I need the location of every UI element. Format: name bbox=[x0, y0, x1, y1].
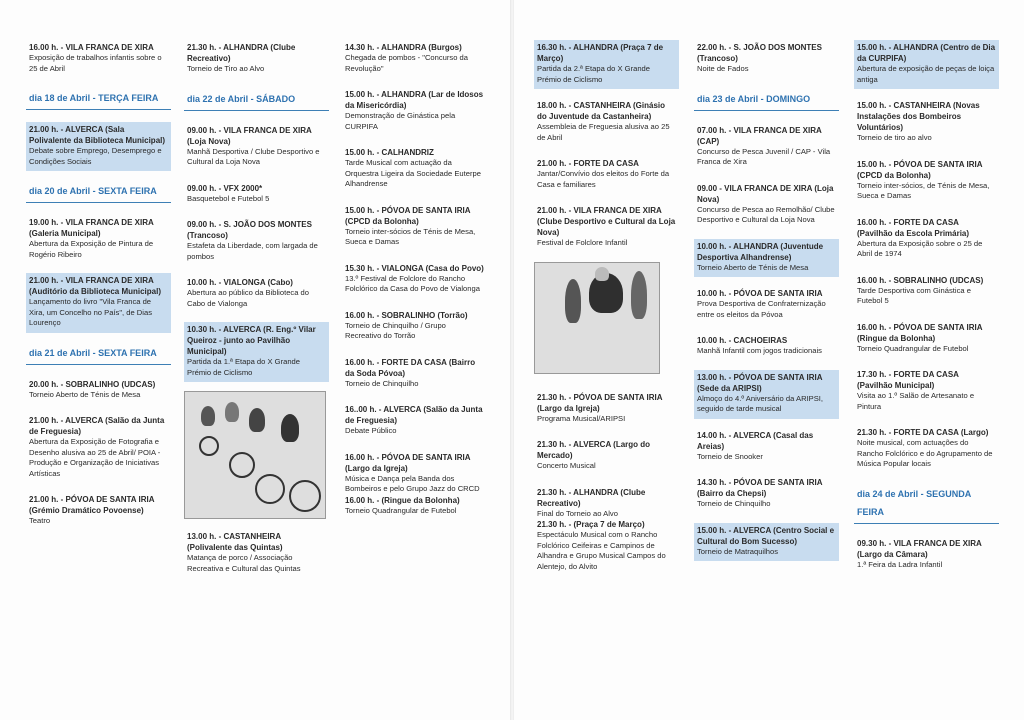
event-entry: 21.00 h. - FORTE DA CASA Jantar/Convívio dos eleitos do Forte da Casa e familiares bbox=[537, 159, 670, 189]
cycling-photo bbox=[184, 391, 326, 519]
event-entry: 16.00 h. - PÓVOA DE SANTA IRIA (Ringue da Bolonha) Torneio Quadrangular de Futebol bbox=[857, 322, 983, 353]
event-entry: 09.00 - VILA FRANCA DE XIRA (Loja Nova) Concurso de Pesca ao Remolhão/ Clube Desportivo e Cultural da Loja Nova bbox=[697, 183, 835, 224]
event-entry: 16.00 h. - PÓVOA DE SANTA IRIA (Largo da Igreja) Música e Dança pela Banda dos Bombeiros e pelo Grupo Jazz do CRCD 16.00 h. - (Ringue da Bolonha) Torneio Quadrangular de Futebol bbox=[345, 452, 480, 515]
event-entry: 13.00 h. - PÓVOA DE SANTA IRIA (Sede da ARIPSI) Almoço do 4.º Aniversário da ARIPSI, seguido de tarde musical bbox=[694, 370, 839, 419]
event-entry: 21.00 h. - PÓVOA DE SANTA IRIA (Grémio Dramático Povoense) Teatro bbox=[29, 495, 155, 525]
event-entry: 10.00 h. - PÓVOA DE SANTA IRIA Prova Desportiva de Confraternização entre os eleitos da Póvoa bbox=[697, 289, 826, 319]
event-entry: 16.00 h. - FORTE DA CASA (Bairro da Soda Póvoa) Torneio de Chinquilho bbox=[345, 357, 476, 388]
event-entry: 21.30 h. - ALHANDRA (Clube Recreativo) Final do Torneio ao Alvo 21.30 h. - (Praça 7 de Março) Espectáculo Musical com o Rancho Folclórico Ceifeiras e Campinos de Alhandra e Grupo Musical Campos do Alentejo, do Alvito bbox=[537, 487, 666, 571]
event-entry: 15.00 h. - ALHANDRA (Lar de Idosos da Misericórdia) Demonstração de Ginástica pela CURPIFA bbox=[345, 90, 484, 131]
event-entry: 18.00 h. - CASTANHEIRA (Ginásio do Juventude da Castanheira) Assembleia de Freguesia alusiva ao 25 de Abril bbox=[537, 101, 670, 142]
event-entry: 09.00 h. - S. JOÃO DOS MONTES (Trancoso) Estafeta da Liberdade, com largada de pombos bbox=[187, 220, 318, 261]
column-6 bbox=[854, 40, 999, 583]
event-entry: 21.00 h. - ALVERCA (Salão da Junta de Freguesia) Abertura da Exposição de Fotografia e Desenho alusiva ao 25 de Abril/ POIA - Produção e Organização de Iniciativas Artísticas bbox=[29, 416, 165, 478]
day-heading: dia 22 de Abril - SÁBADO bbox=[184, 88, 329, 111]
day-heading: dia 23 de Abril - DOMINGO bbox=[694, 88, 839, 111]
event-entry: 16.00 h. - VILA FRANCA DE XIRA Exposição de trabalhos infantis sobre o 25 de Abril bbox=[29, 43, 162, 73]
event-entry: 15.00 h. - PÓVOA DE SANTA IRIA (CPCD da Bolonha) Torneio inter-sócios, de Ténis de Mesa, Sueca e Damas bbox=[857, 159, 990, 200]
event-entry: 07.00 h. - VILA FRANCA DE XIRA (CAP) Concurso de Pesca Juvenil / CAP - Vila Franca de Xira bbox=[697, 125, 831, 166]
event-entry: 15.30 h. - VIALONGA (Casa do Povo) 13.º Festival de Folclore do Rancho Folclórico da Casa do Povo de Vialonga bbox=[345, 263, 484, 293]
event-entry: 10.30 h. - ALVERCA (R. Eng.º Vilar Queiroz - junto ao Pavilhão Municipal) Partida da 1.ª Etapa do X Grande Prémio de Ciclismo bbox=[184, 322, 329, 382]
event-entry: 21.00 h. - VILA FRANCA DE XIRA (Auditório da Biblioteca Municipal) Lançamento do livro "Vila Franca de Xira, um Concelho no País", de Dias Lourenço bbox=[26, 273, 171, 333]
event-entry: 15.00 h. - CASTANHEIRA (Novas Instalações dos Bombeiros Voluntários) Torneio de tiro ao alvo bbox=[857, 101, 980, 142]
event-entry: 21.30 h. - ALHANDRA (Clube Recreativo) Torneio de Tiro ao Alvo bbox=[187, 43, 296, 73]
event-entry: 20.00 h. - SOBRALINHO (UDCAS) Torneio Aberto de Ténis de Mesa bbox=[29, 379, 156, 399]
day-heading: dia 21 de Abril - SEXTA FEIRA bbox=[26, 342, 171, 365]
event-entry: 09.00 h. - VILA FRANCA DE XIRA (Loja Nova) Manhã Desportiva / Clube Desportivo e Cultural da Loja Nova bbox=[187, 125, 320, 166]
event-entry: 16.00 h. - FORTE DA CASA (Pavilhão da Escola Primária) Abertura da Exposição sobre o 25 de Abril de 1974 bbox=[857, 217, 983, 258]
event-entry: 21.30 h. - PÓVOA DE SANTA IRIA (Largo da Igreja) Programa Musical/ARIPSI bbox=[537, 392, 663, 423]
event-entry: 21.30 h. - FORTE DA CASA (Largo) Noite musical, com actuações do Rancho Folclórico e do Agrupamento de Música Popular locais bbox=[857, 428, 993, 468]
day-heading: dia 20 de Abril - SEXTA FEIRA bbox=[26, 180, 171, 203]
folk-dance-photo bbox=[534, 262, 660, 374]
day-heading: dia 24 de Abril - SEGUNDA FEIRA bbox=[854, 483, 999, 524]
event-entry: 14.30 h. - PÓVOA DE SANTA IRIA (Bairro da Chepsi) Torneio de Chinquilho bbox=[697, 478, 823, 508]
event-entry: 15.00 h. - ALVERCA (Centro Social e Cultural do Bom Sucesso) Torneio de Matraquilhos bbox=[694, 523, 839, 562]
event-entry: 15.00 h. - PÓVOA DE SANTA IRIA (CPCD da Bolonha) Torneio inter-sócios de Ténis de Mesa, Sueca e Damas bbox=[345, 205, 476, 246]
event-entry: 22.00 h. - S. JOÃO DOS MONTES (Trancoso) Noite de Fados bbox=[697, 43, 822, 73]
event-entry: 10.00 h. - CACHOEIRAS Manhã Infantil com jogos tradicionais bbox=[697, 336, 822, 355]
event-entry: 16.00 h. - SOBRALINHO (Torrão) Torneio de Chinquilho / Grupo Recreativo do Torrão bbox=[345, 310, 468, 340]
event-entry: 17.30 h. - FORTE DA CASA (Pavilhão Municipal) Visita ao 1.º Salão de Artesanato e Pintura bbox=[857, 370, 975, 411]
event-entry: 19.00 h. - VILA FRANCA DE XIRA (Galeria Municipal) Abertura da Exposição de Pintura de Rogério Ribeiro bbox=[29, 218, 154, 259]
event-entry: 09.30 h. - VILA FRANCA DE XIRA (Largo da Câmara) 1.ª Feira da Ladra Infantil bbox=[857, 538, 982, 569]
event-entry: 09.00 h. - VFX 2000* Basquetebol e Futebol 5 bbox=[187, 183, 270, 203]
event-entry: 16.30 h. - ALHANDRA (Praça 7 de Março) Partida da 2.ª Etapa do X Grande Prémio de Ciclismo bbox=[534, 40, 679, 89]
column-3 bbox=[342, 40, 487, 529]
event-entry: 16..00 h. - ALVERCA (Salão da Junta de Freguesia) Debate Público bbox=[345, 405, 483, 435]
day-heading: dia 18 de Abril - TERÇA FEIRA bbox=[26, 87, 171, 110]
page-fold bbox=[510, 0, 514, 720]
event-entry: 21.00 h. - VILA FRANCA DE XIRA (Clube Desportivo e Cultural da Loja Nova) Festival de Folclore Infantil bbox=[537, 206, 676, 247]
column-1 bbox=[26, 40, 171, 540]
event-entry: 15.00 h. - ALHANDRA (Centro de Dia da CURPIFA) Abertura de exposição de peças de loiça antiga bbox=[854, 40, 999, 89]
event-entry: 21.00 h. - ALVERCA (Sala Polivalente da Biblioteca Municipal) Debate sobre Emprego, Desemprego e Condições Sociais bbox=[26, 122, 171, 171]
event-entry: 14.30 h. - ALHANDRA (Burgos) Chegada de pombos - "Concurso da Revolução" bbox=[345, 43, 469, 73]
column-5 bbox=[694, 40, 839, 570]
event-entry: 21.30 h. - ALVERCA (Largo do Mercado) Concerto Musical bbox=[537, 440, 651, 470]
event-entry: 13.00 h. - CASTANHEIRA (Polivalente das Quintas) Matança de porco / Associação Recreativa e Cultural das Quintas bbox=[187, 532, 301, 573]
event-entry: 10.00 h. - ALHANDRA (Juventude Desportiva Alhandrense) Torneio Aberto de Ténis de Mesa bbox=[694, 239, 839, 278]
event-entry: 16.00 h. - SOBRALINHO (UDCAS) Tarde Desportiva com Ginástica e Futebol 5 bbox=[857, 275, 984, 305]
event-entry: 10.00 h. - VIALONGA (Cabo) Abertura ao público da Biblioteca do Cabo de Vialonga bbox=[187, 278, 310, 308]
event-entry: 15.00 h. - CALHANDRIZ Tarde Musical com actuação da Orquestra Ligeira da Sociedade Euterpe Alhandrense bbox=[345, 148, 481, 188]
column-4 bbox=[534, 40, 679, 585]
event-entry: 14.00 h. - ALVERCA (Casal das Areias) Torneio de Snooker bbox=[697, 430, 814, 461]
column-2 bbox=[184, 40, 329, 587]
